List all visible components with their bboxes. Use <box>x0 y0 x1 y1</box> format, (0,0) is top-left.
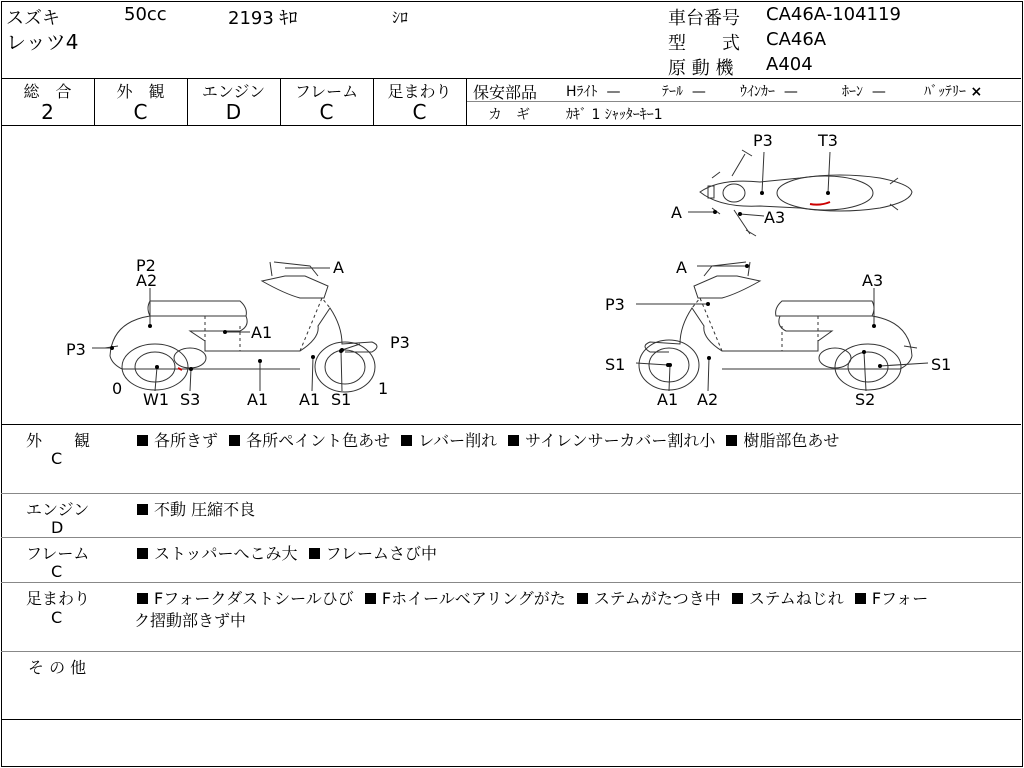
displacement: 50cc <box>124 4 167 25</box>
label-left-a2: A2 <box>136 271 158 290</box>
label-right-a1: A1 <box>657 390 679 409</box>
label-right-s2: S2 <box>855 390 876 409</box>
label-left-s1: S1 <box>331 390 352 409</box>
divider <box>1 424 1021 425</box>
mileage: 2193 ｷﾛ <box>228 8 298 29</box>
divider <box>1 582 1021 583</box>
maker: スズキ <box>6 8 60 29</box>
type-label: 型 式 <box>668 33 740 54</box>
remark-suspension-grade: C <box>51 608 63 627</box>
grade-exterior-label: 外 観 <box>116 82 165 101</box>
remark-exterior-label: 外 観 <box>26 431 91 450</box>
leader-lines <box>92 152 928 391</box>
model-name: レッツ4 <box>6 30 79 54</box>
remark-exterior-grade: C <box>51 449 63 468</box>
grade-suspension-value: C <box>412 100 427 124</box>
divider <box>1 719 1021 720</box>
red-mark <box>178 368 182 370</box>
key-label: カ ギ <box>488 107 530 123</box>
safety-item-battery: ﾊﾞｯﾃﾘｰ × <box>924 84 983 100</box>
label-top-a3: A3 <box>764 208 786 227</box>
top-view-scooter <box>700 150 912 236</box>
label-right-s1l: S1 <box>605 355 626 374</box>
safety-label: 保安部品 <box>473 83 538 102</box>
label-left-one: 1 <box>378 379 389 398</box>
grade-suspension-label: 足まわり <box>387 82 452 101</box>
divider <box>1 537 1021 538</box>
label-top-p3: P3 <box>753 131 773 150</box>
remark-exterior-text: 各所きず 各所ペイント色あせ レバー削れ サイレンサーカバー割れ小 樹脂部色あせ <box>137 428 839 451</box>
remark-frame-label: フレーム <box>26 544 90 563</box>
divider <box>1 651 1021 652</box>
label-right-s1r: S1 <box>931 355 952 374</box>
frame-no-label: 車台番号 <box>668 8 740 29</box>
label-left-a: A <box>333 258 344 277</box>
damage-diagram <box>0 126 1022 424</box>
red-mark <box>810 202 830 205</box>
safety-item-horn: ﾎｰﾝ — <box>842 84 886 100</box>
remark-engine-grade: D <box>51 518 64 537</box>
grade-overall-value: 2 <box>41 100 54 124</box>
grade-frame-label: フレーム <box>294 82 359 101</box>
label-top-a: A <box>671 203 682 222</box>
label-right-p3: P3 <box>605 295 625 314</box>
label-right-a2: A2 <box>697 390 719 409</box>
engine-value: A404 <box>766 54 813 75</box>
label-left-a1b: A1 <box>247 390 269 409</box>
remark-suspension-text-cont: ク摺動部きず中 <box>134 611 247 630</box>
label-left-zero: 0 <box>112 379 123 398</box>
frame-no: CA46A-104119 <box>766 4 901 25</box>
label-left-p3r: P3 <box>390 333 410 352</box>
grade-engine-value: D <box>225 100 242 124</box>
grade-overall-label: 総 合 <box>23 82 72 101</box>
label-left-s3: S3 <box>180 390 201 409</box>
safety-item-headlight: Hﾗｲﾄ — <box>566 84 621 100</box>
remark-engine-text: 不動 圧縮不良 <box>137 497 255 520</box>
label-left-p2: P2 <box>136 256 156 275</box>
label-right-a: A <box>676 258 687 277</box>
grade-frame-value: C <box>319 100 334 124</box>
safety-item-winker: ｳｲﾝｶｰ — <box>740 84 798 100</box>
grade-exterior-value: C <box>133 100 148 124</box>
label-left-w1: W1 <box>143 390 169 409</box>
remark-frame-grade: C <box>51 562 63 581</box>
label-right-a3: A3 <box>862 271 884 290</box>
divider <box>466 78 467 125</box>
color: ｼﾛ <box>392 8 409 27</box>
label-left-a1c: A1 <box>299 390 321 409</box>
divider <box>467 101 1021 102</box>
remark-suspension-label: 足まわり <box>26 589 91 608</box>
key-value: ｶｷﾞ 1 ｼｬｯﾀｰｷｰ1 <box>566 107 663 123</box>
label-top-t3: T3 <box>818 131 838 150</box>
remark-suspension-text: Fフォークダストシールひび Fホイールベアリングがた ステムがたつき中 ステムねじれ Fフォー <box>137 586 928 609</box>
remark-other-label: そ の 他 <box>28 658 87 677</box>
remark-frame-text: ストッパーへこみ大 フレームさび中 <box>137 541 437 564</box>
safety-item-taillight: ﾃｰﾙ — <box>662 84 706 100</box>
divider <box>1 493 1021 494</box>
label-left-p3l: P3 <box>66 340 86 359</box>
grade-engine-label: エンジン <box>201 82 266 101</box>
remark-engine-label: エンジン <box>26 500 90 519</box>
engine-label: 原 動 機 <box>668 58 734 79</box>
type-value: CA46A <box>766 29 827 50</box>
label-left-a1: A1 <box>251 323 273 342</box>
